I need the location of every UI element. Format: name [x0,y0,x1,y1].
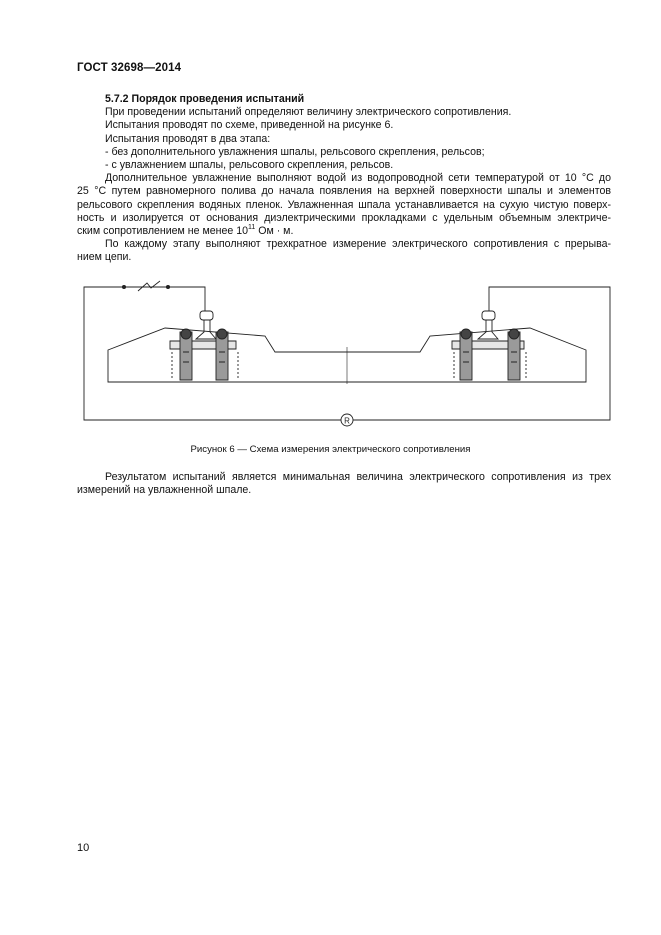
circuit-switch-icon [122,281,169,291]
exponent: 11 [248,223,256,231]
result-paragraph [77,471,611,497]
list-item: - без дополнительного увлажнения шпалы, рельсового скрепления, рельсов; [105,145,485,158]
figure-caption: Рисунок 6 — Схема измерения электрического сопротивления [190,444,471,455]
paragraph-3: Испытания проводят в два этапа: [105,132,271,145]
paragraph-1: При проведении испытаний определяют величину электрического сопротивления. [105,106,512,119]
section-title: 5.7.2 Порядок проведения испытаний [105,93,305,105]
result-line: Результатом испытаний является минимальная величина электрического сопротивления из трех [105,471,611,483]
rail-fastening-right [452,311,526,380]
paragraph-4-line: 25 °С путем равномерного полива до начала появления на верхней поверхности шпалы и элементов [77,185,611,198]
circuit-wire-left [84,287,341,420]
paragraph-4-line: ность и изолируется от основания диэлектрическими прокладками с удельным объемным электриче- [77,211,611,224]
circuit-wire-right [353,287,610,420]
result-line: измерений на увлажненной шпале. [77,484,252,497]
paragraph-4-prefix: ским сопротивлением не менее 10 [77,224,249,237]
paragraph-5-line: нием цепи. [77,251,132,264]
unit: Ом · м. [255,224,294,237]
document-header: ГОСТ 32698—2014 [77,62,182,74]
paragraph-5-line: По каждому этапу выполняют трехкратное измерение электрического сопротивления с прерыва- [105,238,611,251]
paragraph-4-line: рельсового скрепления водяных пленок. Увлажненная шпала устанавливается на сухую чистую поверх- [77,198,611,211]
rail-fastening-left [170,311,238,380]
page-number: 10 [77,842,90,854]
paragraph-2: Испытания проводят по схеме, приведенной на рисунке 6. [105,119,394,132]
paragraph-4-line: Дополнительное увлажнение выполняют водой из водопроводной сети температурой от 10 °С до [105,172,611,185]
ohmmeter-label: R [344,416,350,426]
list-item: - с увлажнением шпалы, рельсового скрепления, рельсов. [105,158,394,171]
measurement-scheme-figure [0,0,661,440]
